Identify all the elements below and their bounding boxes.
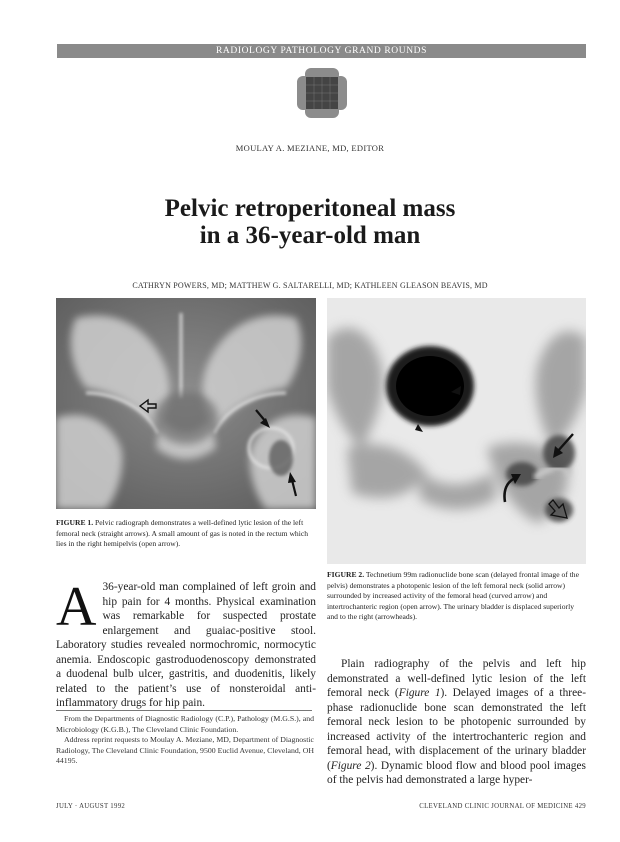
drop-cap: A [56,576,97,638]
figure-1-reference: Figure 1 [398,687,441,699]
bone-scan [327,298,586,564]
figure-2-reference: Figure 2 [330,759,371,772]
figure-1-caption [56,518,312,550]
title-line-2: in a 36-year-old man [199,222,421,249]
footnote-reprints: Address reprint requests to Moulay A. Meziane, MD, Department of Diagnostic Radiology, The Cleveland Clinic Foundation, 9500 Euclid Avenue, Cleveland, OH 44195. [56,735,314,765]
issue-date: JULY · AUGUST 1992 [56,803,126,810]
body-text-right [327,657,586,788]
footnote-departments: From the Departments of Diagnostic Radiology (C.P.), Pathology (M.G.S.), and Microbiology (K.G.B.), The Cleveland Clinic Foundation. [56,714,314,734]
article-title [0,195,620,249]
journal-name: CLEVELAND CLINIC JOURNAL OF MEDICINE [419,803,573,810]
figure-2-caption-text: Technetium 99m radionuclide bone scan (delayed frontal image of the pelvis) demonstrates a photopenic lesion of the left femoral neck (solid arrow) surrounded by increased activity of the femoral head (curved arrow) and intertrochanteric region (open arrow). The urinary bladder is displaced superiorly and to the right (arrowheads). [327,570,579,621]
figure-2-label: FIGURE 2. [327,570,365,579]
footnotes [56,714,314,767]
title-line-1: Pelvic retroperitoneal mass [164,195,456,222]
body-paragraph-2-part3: ). Dynamic blood flow and blood pool images of the pelvis had demonstrated a large hyper- [327,759,586,786]
editor-line: MOULAY A. MEZIANE, MD, EDITOR [235,143,385,153]
footnote-divider [56,710,312,711]
section-banner: RADIOLOGY PATHOLOGY GRAND ROUNDS [57,44,586,58]
body-text-left [56,576,316,711]
figure-2-caption [327,570,586,623]
journal-footer [370,803,586,810]
figure-1-label: FIGURE 1. [56,518,94,527]
figure-1-caption-text: Pelvic radiograph demonstrates a well-defined lytic lesion of the left femoral neck (straight arrows). A small amount of gas is noted in the rectum which lies in the right hemipelvis (open arrow). [56,518,309,548]
body-paragraph-1: 36-year-old man complained of left groin and hip pain for 4 months. Physical examination was remarkable for suspected prostate enlargement and guaiac-positive stool. Laboratory studies revealed normochromic, normocytic anemia. Endoscopic gastroduodenoscopy demonstrated a duodenal bulb ulcer, gastritis, and duodenitis, likely related to the patient’s use of nonsteroidal anti-inflammatory drugs for hip pain. [56,581,316,709]
body-paragraph-2-part2: ). Delayed images of a three-phase radionuclide bone scan demonstrated the left femoral neck lesion to be photopenic surrounded by increased activity of the intertrochanteric region and femoral head, with displacement of the urinary bladder ( [327,687,586,772]
author-list: CATHRYN POWERS, MD; MATTHEW G. SALTARELLI, MD; KATHLEEN GLEASON BEAVIS, MD [132,281,488,290]
body-paragraph-2-part1: Plain radiography of the pelvis and left hip demonstrated a well-defined lytic lesion of the left femoral neck ( [327,658,586,699]
page-number: 429 [574,803,586,810]
pelvic-radiograph [56,298,316,509]
radiology-pathology-emblem-icon [295,66,349,120]
